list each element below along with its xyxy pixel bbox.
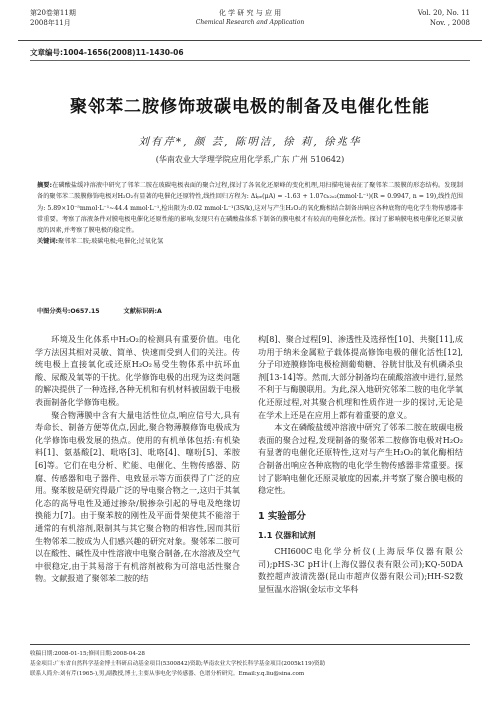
contact-info: 联系人简介:刘有芹(1965-),男,副教授,博士,主要从事电化学传感器、色谱分析研究。Email:y.q.liu@sina.com [30, 671, 305, 677]
footnote [30, 644, 470, 679]
paper-title: 聚邻苯二胺修饰玻碳电极的制备及电催化性能 [70, 97, 430, 117]
abstract-label: 摘要: [37, 182, 52, 189]
body-column-right [258, 333, 463, 595]
issue-date: 2008年11月 [30, 19, 71, 27]
abstract [37, 180, 463, 236]
issue-volume: 第20卷第11期 [30, 9, 76, 17]
journal-name [18, 8, 482, 28]
classification-line [37, 306, 463, 315]
article-number: 文章编号:1004-1656(2008)11-1430-06 [30, 48, 184, 57]
subsection-heading: 1.1 仪器和试剂 [258, 530, 316, 541]
body-paragraph: CHI600C电化学分析仪(上海辰华仪器有限公司);pHS-3C pH计(上海仪器仪表有限公司);KQ-50DA数控超声波清洗器(昆山市超声仪器有限公司);HH-S2数显恒温水浴锅(金坛市文华科 [258, 545, 463, 594]
volume-number: Vol. 20, No. 11 [417, 9, 470, 17]
abstract-text: 在磷酸盐缓冲溶液中研究了邻苯二胺在玻碳电极表面的聚合过程,探讨了各氧化还原峰的变化机理,用扫描电镜表征了聚邻苯二胺膜的形态结构。发现制备的聚邻苯二胺膜修饰电极对H₂O₂有显著的电催化还原特性,线性回归方程为: Δiₚₑ(μA) = -1.63 + 1.07cₕ₂ₒ₂(mmol·L⁻¹)(R = 0.9947, n = 19),线性范围为: 5.89×10⁻⁵mmol·L⁻¹~44.4 mmol·L⁻¹,检出限为:0.02 mmol·L⁻¹(3S/k),这对与产生H₂O₂的氧化酶相结合制备出响应各种底物的电化学生物传感器非常重要。考察了溶液条件对膜电极电催化还原性能的影响,发现只有在磷酸盐体系下制备的膜电极才有较高的电催化活性。探讨了影响膜电极电催化还原灵敏度的因素,并考察了膜电极的稳定性。 [37, 182, 463, 235]
keywords [37, 236, 463, 247]
volume-info [418, 8, 470, 28]
journal-header [18, 6, 482, 41]
keywords-label: 关键词: [37, 238, 59, 246]
document-code: 文献标识码:A [123, 308, 162, 315]
received-date: 收稿日期:2008-01-15;修回日期:2008-04-28 [30, 651, 145, 657]
section-heading: 1 实验部分 [258, 510, 306, 522]
journal-name-en: Chemical Research and Application [195, 19, 305, 26]
clc-number: 中图分类号:O657.15 [37, 308, 100, 315]
affiliation: (华南农业大学理学院应用化学系,广东 广州 510642) [155, 155, 345, 164]
body-paragraph: 构[8]、聚合过程[9]、渗透性及选择性[10]、共聚[11],成功用于纳米金属粒子载体提高修饰电极的催化活性[12],分子印迹膜修饰电极检测葡萄糖、谷胱甘肽及有机磷杀虫剂[13-14]等。然而,大部分制备均在硫酸溶液中进行,显然不利于与酶膜联用。为此,深入地研究邻苯二胺的电化学氧化还原过程,对其聚合机理和性质作进一步的探讨,无论是在学术上还是在应用上都有着重要的意义。 [258, 334, 463, 420]
author-list: 刘有芹*, 颜 芸, 陈明洁, 徐 莉, 徐兆华 [138, 136, 362, 148]
body-paragraph: 环境及生化体系中H₂O₂的检测具有重要价值。电化学方法因其相对灵敏、简单、快速而受到人们的关注。传统电极上直接氧化或还原H₂O₂易受生物体系中抗坏血酸、尿酸及氧等的干扰。化学修饰电极的出现为这类问题的解决提供了一种选择,各种无机和有机材料被固载于电极表面制备化学修饰电极。 [35, 334, 240, 407]
fund-info: 基金项目:广东省自然科学基金博士科研启动基金项目(5300842)资助;华南农业大学校长科学基金项目(2005k119)资助 [30, 661, 326, 667]
body-column-left [35, 333, 240, 585]
abstract-block [37, 180, 463, 248]
body-paragraph: 本文在磷酸盐缓冲溶液中研究了邻苯二胺在玻碳电极表面的聚合过程,发现制备的聚邻苯二胺修饰电极对H₂O₂有显著的电催化还原特性,这对与产生H₂O₂的氧化酶相结合制备出响应各种底物的电化学生物传感器非常重要。探讨了影响电催化还原灵敏度的因素,并考察了聚合膜电极的稳定性。 [258, 422, 463, 496]
journal-name-cn: 化 学 研 究 与 应 用 [218, 9, 282, 17]
volume-date: Nov. , 2008 [429, 19, 470, 27]
divider [30, 60, 470, 61]
keywords-text: 聚邻苯二胺;玻碳电极;电催化;过氧化氢 [58, 238, 164, 246]
body-paragraph: 聚合物薄膜中含有大量电活性位点,响应信号大,具有寿命长、制备方便等优点,因此,聚合物薄膜修饰电极成为化学修饰电极发展的热点。使用的有机单体包括:有机染料[1]、氨基酸[2]、吡咯[3]、吡咯[4]、噻吩[5]、苯胺[6]等。它们在电分析、贮能、电催化、生物传感器、防腐、传感器和电子器件、电致显示等方面获得了广泛的应用。聚苯胺是研究得最广泛的导电聚合物之一,这归于其氧化态的高导电性及通过掺杂/脱掺杂引起的导电及绝缘切换能力[7]。由于聚苯胺的刚性及平面骨架使其不能溶于通常的有机溶剂,限制其与其它聚合物的相容性,因而其衍生物邻苯二胺成为人们感兴趣的研究对象。聚邻苯二胺可以在酸性、碱性及中性溶液中电聚合制备,在水溶液及空气中很稳定,由于其易溶于有机溶剂被称为可溶电活性聚合物。文献报道了聚邻苯二胺的结 [35, 409, 240, 584]
